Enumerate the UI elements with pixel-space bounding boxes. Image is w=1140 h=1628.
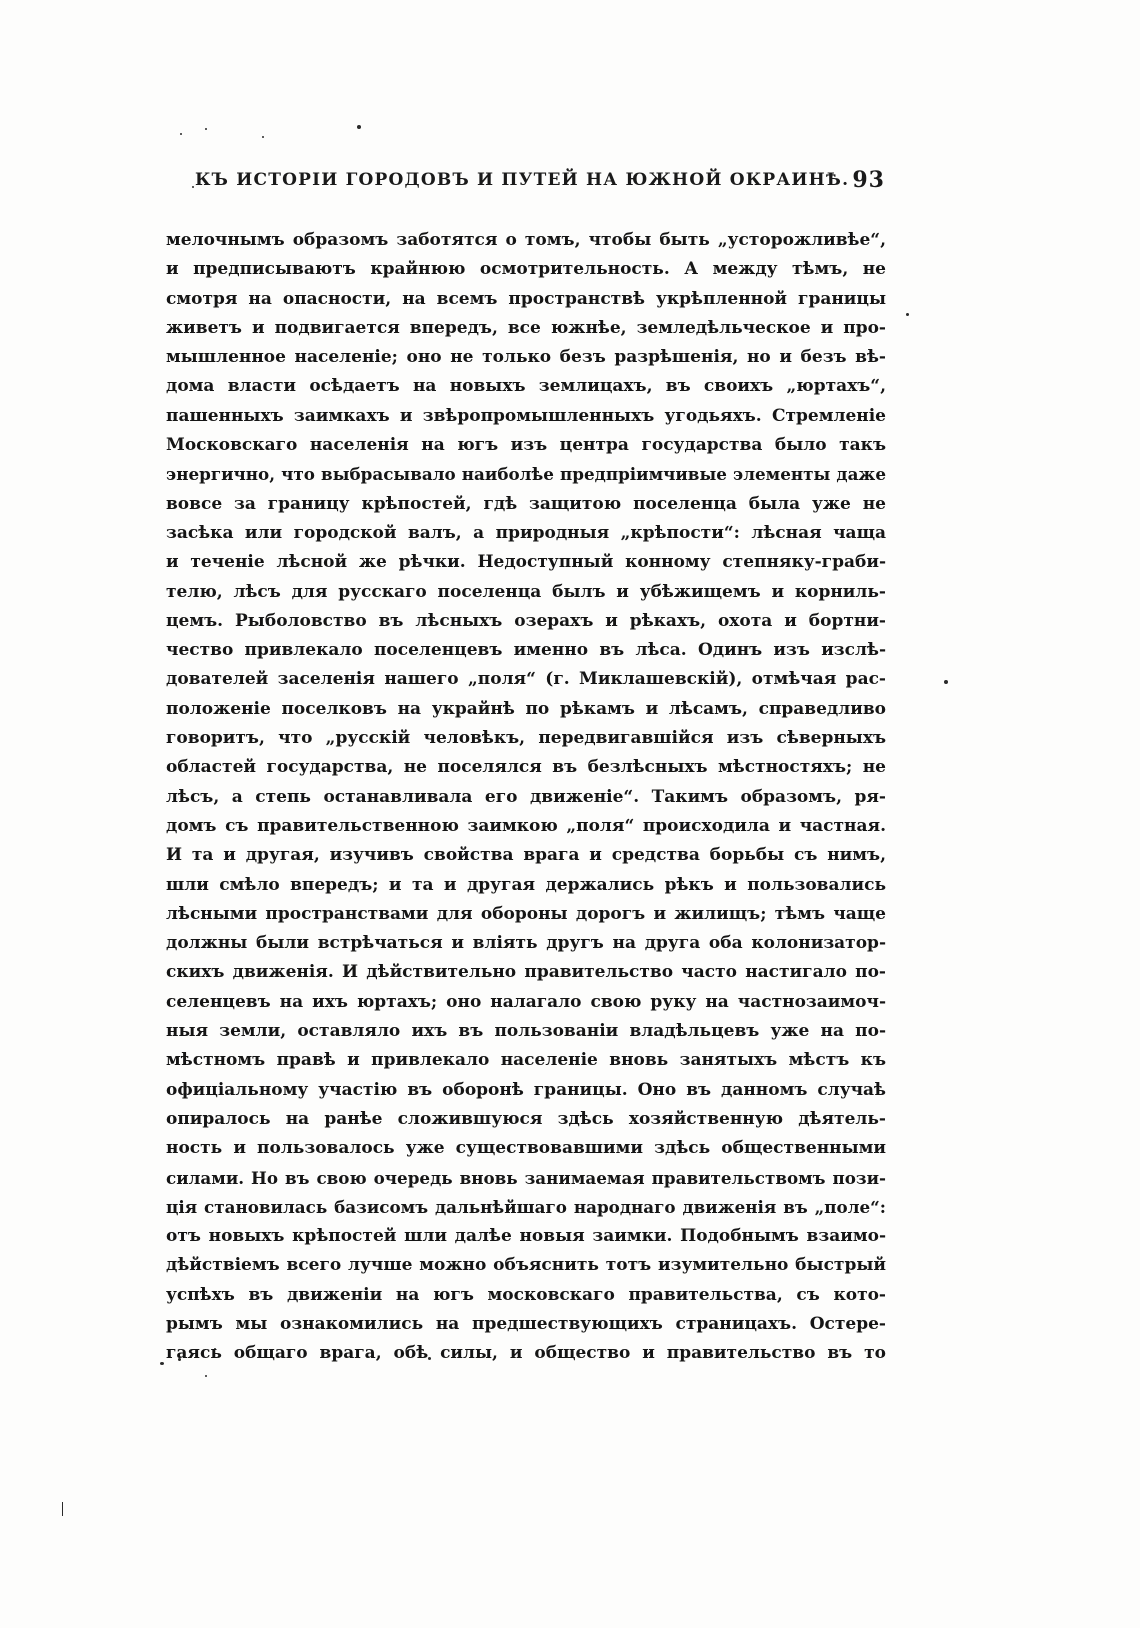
- text-line: шли смѣло впередъ; и та и другая держались рѣкъ и пользовались: [166, 874, 886, 895]
- text-line: скихъ движенія. И дѣйствительно правительство часто настигало по-: [166, 962, 886, 983]
- text-line: дѣйствіемъ всего лучше можно объяснить тотъ изумительно быстрый: [166, 1255, 886, 1276]
- text-line: пашенныхъ заимкахъ и звѣропромышленныхъ угодьяхъ. Стремленіе: [166, 405, 886, 426]
- scan-speck: [262, 136, 264, 138]
- text-line: смотря на опасности, на всемъ пространствѣ укрѣпленной границы: [166, 288, 886, 309]
- text-line: силами. Но въ свою очередь вновь занимаемая правительствомъ пози-: [166, 1167, 886, 1188]
- page-number: 93: [852, 167, 885, 193]
- text-line: опиралось на ранѣе сложившуюся здѣсь хозяйственную дѣятель-: [166, 1108, 886, 1129]
- scan-speck: [357, 125, 361, 129]
- scan-speck: [906, 313, 909, 316]
- scan-speck: [205, 1375, 207, 1377]
- text-line: засѣка или городской валъ, а природныя „крѣпости“: лѣсная чаща: [166, 522, 886, 543]
- text-line: положеніе поселковъ на украйнѣ по рѣкамъ и лѣсамъ, справедливо: [166, 698, 886, 719]
- text-line: ность и пользовалось уже существовавшими здѣсь общественными: [166, 1138, 886, 1159]
- running-head: [195, 167, 885, 200]
- text-line: офиціальному участію въ оборонѣ границы. Оно въ данномъ случаѣ: [166, 1079, 886, 1100]
- scan-speck: [192, 186, 194, 188]
- text-line: цемъ. Рыболовство въ лѣсныхъ озерахъ и рѣкахъ, охота и бортни-: [166, 610, 886, 631]
- text-line: лѣсъ, а степь останавливала его движеніе“. Такимъ образомъ, ря-: [166, 786, 886, 807]
- text-line: отъ новыхъ крѣпостей шли далѣе новыя заимки. Подобнымъ взаимо-: [166, 1226, 886, 1247]
- text-line: домъ съ правительственною заимкою „поля“ происходила и частная.: [166, 815, 886, 836]
- scan-speck: [62, 1502, 63, 1516]
- body-text: [166, 226, 886, 1369]
- text-line: говоритъ, что „русскій человѣкъ, передвигавшійся изъ сѣверныхъ: [166, 728, 886, 749]
- text-line: ція становилась базисомъ дальнѣйшаго народнаго движенія въ „поле“:: [166, 1196, 886, 1217]
- text-line: мелочнымъ образомъ заботятся о томъ, чтобы быть „усторожливѣе“,: [166, 230, 886, 250]
- text-line: чество привлекало поселенцевъ именно въ лѣса. Одинъ изъ изслѣ-: [166, 640, 886, 661]
- text-line: гаясь общаго врага, обѣ силы, и общество и правительство въ то: [166, 1343, 886, 1364]
- text-line: мѣстномъ правѣ и привлекало населеніе вновь занятыхъ мѣстъ къ: [166, 1050, 886, 1071]
- text-line: мышленное населеніе; оно не только безъ разрѣшенія, но и безъ вѣ-: [166, 347, 886, 368]
- text-line: Московскаго населенія на югъ изъ центра государства было такъ: [166, 435, 886, 456]
- text-line: дома власти осѣдаетъ на новыхъ землицахъ, въ своихъ „юртахъ“,: [166, 376, 886, 397]
- text-line: вовсе за границу крѣпостей, гдѣ защитою поселенца была уже не: [166, 493, 886, 514]
- running-title: КЪ ИСТОРІИ ГОРОДОВЪ И ПУТЕЙ НА ЮЖНОЙ ОКРАИНѢ.: [195, 170, 850, 190]
- text-line: успѣхъ въ движеніи на югъ московскаго правительства, съ кото-: [166, 1284, 886, 1305]
- scan-speck: [160, 1362, 164, 1365]
- text-line: телю, лѣсъ для русскаго поселенца былъ и убѣжищемъ и корниль-: [166, 581, 886, 602]
- scan-speck: [944, 680, 948, 684]
- scan-speck: [180, 133, 182, 135]
- text-line: живетъ и подвигается впередъ, все южнѣе, земледѣльческое и про-: [166, 317, 886, 338]
- text-line: и теченіе лѣсной же рѣчки. Недоступный конному степняку-граби-: [166, 552, 886, 573]
- text-line: энергично, что выбрасывало наиболѣе предпріимчивые элементы даже: [166, 464, 886, 485]
- text-line: селенцевъ на ихъ юртахъ; оно налагало свою руку на частнозаимоч-: [166, 991, 886, 1012]
- text-line: дователей заселенія нашего „поля“ (г. Миклашевскій), отмѣчая рас-: [166, 669, 886, 690]
- text-line: и предписываютъ крайнюю осмотрительность. А между тѣмъ, не: [166, 259, 886, 280]
- text-line: должны были встрѣчаться и вліять другъ на друга оба колонизатор-: [166, 933, 886, 954]
- text-line: ныя земли, оставляло ихъ въ пользованіи владѣльцевъ уже на по-: [166, 1021, 886, 1042]
- text-line: рымъ мы ознакомились на предшествующихъ страницахъ. Остере-: [166, 1313, 886, 1334]
- text-line: лѣсными пространствами для обороны дорогъ и жилищъ; тѣмъ чаще: [166, 903, 886, 924]
- text-line: областей государства, не поселялся въ безлѣсныхъ мѣстностяхъ; не: [166, 757, 886, 778]
- text-line: И та и другая, изучивъ свойства врага и средства борьбы съ нимъ,: [166, 845, 886, 866]
- scan-speck: [205, 128, 207, 130]
